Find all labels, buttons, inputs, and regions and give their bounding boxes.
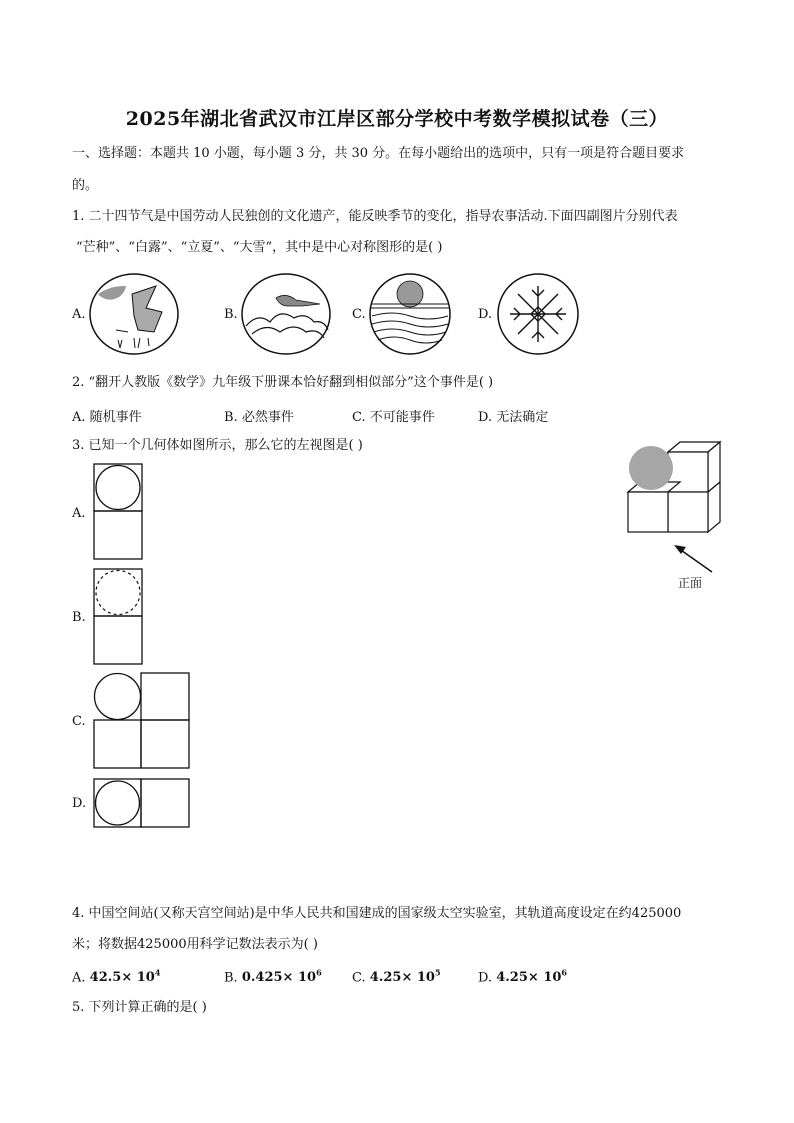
q2-option-c[interactable]: C. 不可能事件 <box>352 410 435 425</box>
q3-option-b-label[interactable]: B. <box>72 610 86 625</box>
q3-option-c-label[interactable]: C. <box>72 714 86 729</box>
times-sign: × 10 <box>121 970 155 986</box>
times-sign: × 10 <box>527 970 562 986</box>
q3-option-d-label[interactable]: D. <box>72 796 87 811</box>
times-sign: × 10 <box>401 970 435 986</box>
q3-front-label: 正面 <box>678 576 703 590</box>
q4-option-d-exp: 6 <box>561 968 567 978</box>
lixia-icon <box>368 272 452 356</box>
q5-stem: 5. 下列计算正确的是( ) <box>72 1000 207 1015</box>
q3-option-a-label[interactable]: A. <box>72 506 86 521</box>
q4-option-a-label: A. <box>72 970 86 986</box>
q2-option-d[interactable]: D. 无法确定 <box>478 410 549 425</box>
q3-option-c-figure <box>93 672 191 770</box>
q1-stem-line1: 1. 二十四节气是中国劳动人民独创的文化遗产，能反映季节的变化，指导农事活动.下面四副图片分别代表 <box>72 209 678 224</box>
q1-option-d-label[interactable]: D. <box>478 307 493 322</box>
q3-option-a-figure <box>93 463 143 561</box>
q4-option-c-exp: 5 <box>434 968 441 978</box>
q4-option-a[interactable] <box>72 968 160 985</box>
q4-option-c-mantissa: 4.25 <box>369 970 402 986</box>
q2-stem: 2. “翻开人教版《数学》九年级下册课本恰好翻到相似部分”这个事件是( ) <box>72 375 494 390</box>
q1-option-b-label[interactable]: B. <box>224 307 238 322</box>
bailu-icon <box>240 272 332 356</box>
q4-option-d[interactable] <box>478 968 567 985</box>
section-instruction-line1: 一、选择题：本题共 10 小题，每小题 3 分，共 30 分。在每小题给出的选项中，只有一项是符合题目要求 <box>72 146 685 161</box>
q4-option-c-label: C. <box>352 970 366 986</box>
q1-option-a-label[interactable]: A. <box>72 307 86 322</box>
page-title: 2025年湖北省武汉市江岸区部分学校中考数学模拟试卷（三） <box>125 108 669 130</box>
q3-option-b-figure <box>93 568 143 666</box>
q3-stem: 3. 已知一个几何体如图所示，那么它的左视图是( ) <box>72 438 363 453</box>
q2-option-b[interactable]: B. 必然事件 <box>224 410 294 425</box>
q4-stem-line2: 米；将数据425000用科学记数法表示为( ) <box>72 937 318 952</box>
q4-option-b-label: B. <box>224 970 238 986</box>
q4-stem-line1: 4. 中国空间站(又称天宫空间站)是中华人民共和国建成的国家级太空实验室，其轨道高度设定在约425000 <box>72 906 682 921</box>
section-instruction-line2: 的。 <box>72 178 99 193</box>
q2-option-a[interactable]: A. 随机事件 <box>72 410 142 425</box>
q4-option-b[interactable] <box>224 968 322 985</box>
q1-stem-line2: “芒种”、“白露”、“立夏”、“大雪”，其中是中心对称图形的是( ) <box>76 240 443 255</box>
q4-option-a-mantissa: 42.5 <box>89 970 122 986</box>
q4-option-d-label: D. <box>478 970 493 986</box>
q4-option-b-exp: 6 <box>316 968 322 978</box>
q3-solid-figure <box>624 440 724 570</box>
q4-option-d-mantissa: 4.25 <box>496 970 528 986</box>
mangzhong-icon <box>88 272 180 356</box>
q3-option-d-figure <box>93 778 191 830</box>
q4-option-c[interactable] <box>352 968 441 985</box>
q1-option-c-label[interactable]: C. <box>352 307 366 322</box>
daxue-icon <box>496 272 580 356</box>
times-sign: × 10 <box>282 970 317 986</box>
q4-option-a-exp: 4 <box>154 968 161 978</box>
q4-option-b-mantissa: 0.425 <box>241 970 283 986</box>
